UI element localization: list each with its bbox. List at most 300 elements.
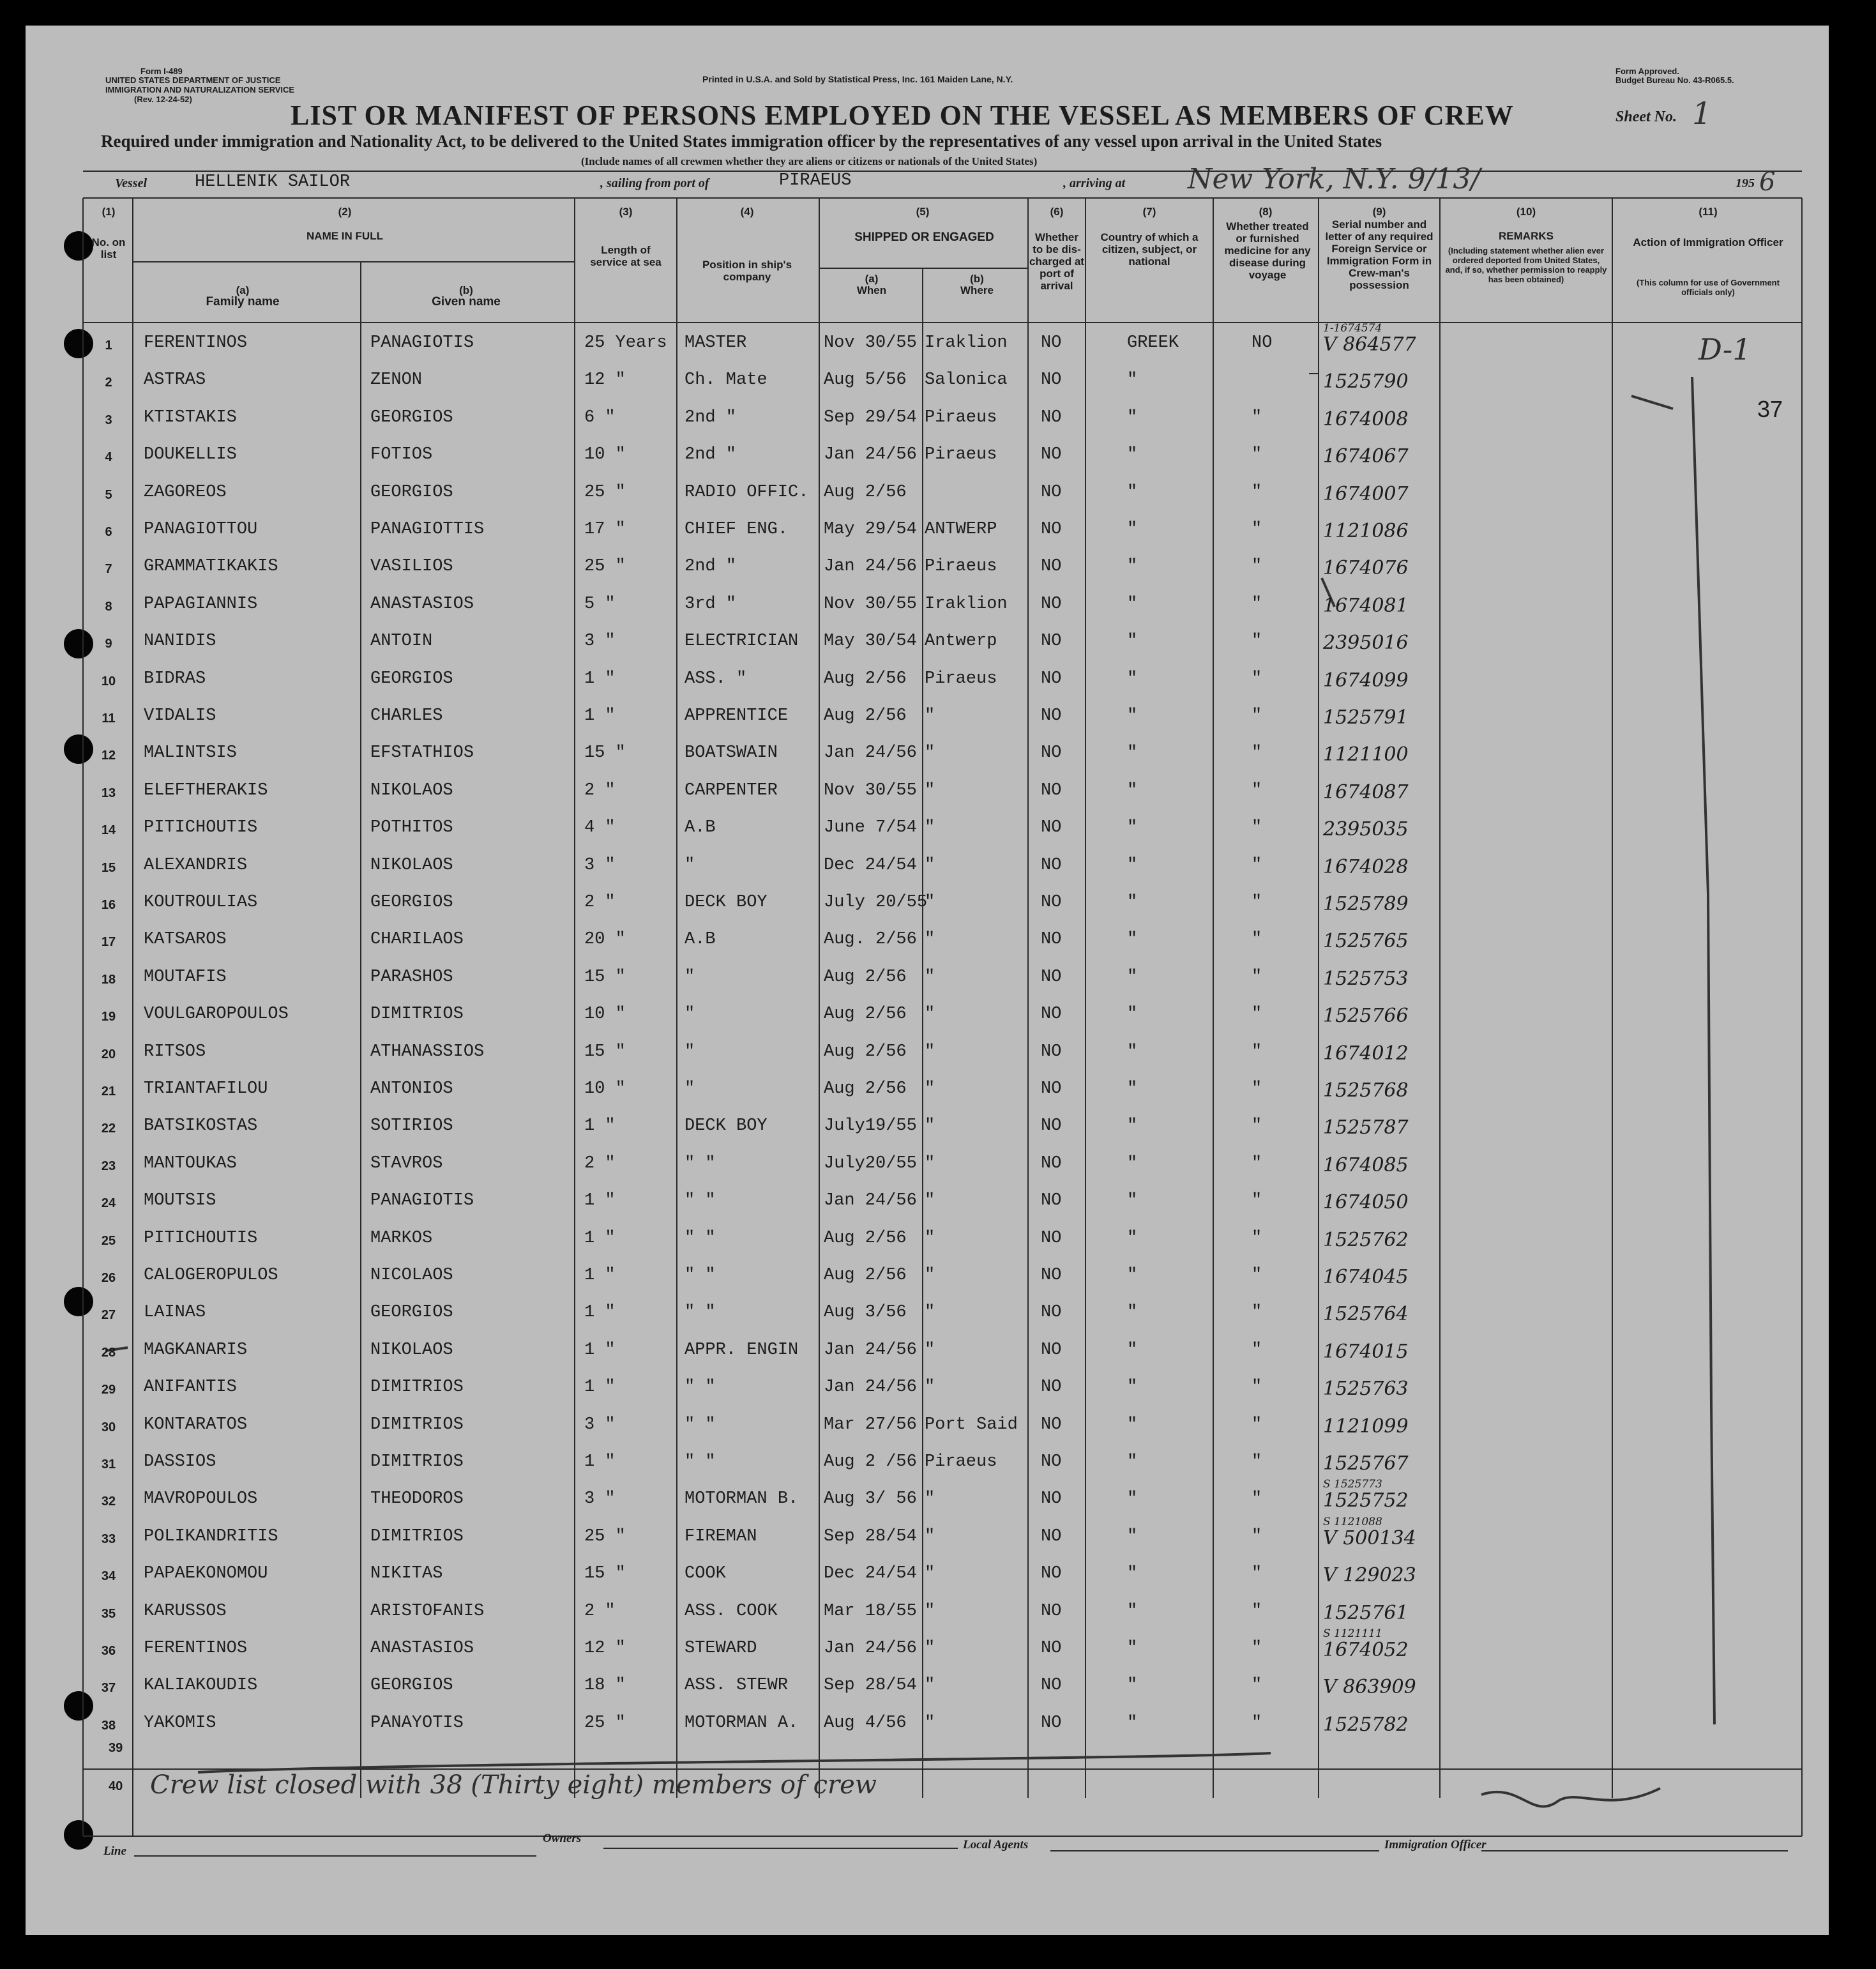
country: " bbox=[1127, 855, 1138, 875]
serial-number: 1525791 bbox=[1323, 706, 1409, 729]
crew-no: 8 bbox=[105, 599, 112, 614]
position: A.B bbox=[685, 818, 716, 838]
crew-no: 3 bbox=[105, 413, 112, 427]
family-name: KONTARATOS bbox=[144, 1415, 248, 1434]
serial-number: 1121100 bbox=[1323, 743, 1409, 766]
service-length: 1 " bbox=[584, 706, 616, 726]
medicine: " bbox=[1252, 520, 1262, 539]
position: ASS. " bbox=[685, 669, 747, 688]
position: " " bbox=[685, 1303, 716, 1323]
discharge: NO bbox=[1041, 1452, 1062, 1471]
discharge: NO bbox=[1041, 632, 1062, 651]
country: " bbox=[1127, 893, 1138, 912]
family-name: TRIANTAFILOU bbox=[144, 1079, 268, 1099]
shipped-when: Sep 28/54 bbox=[824, 1676, 917, 1696]
country: " bbox=[1127, 1340, 1138, 1360]
page-title: LIST OR MANIFEST OF PERSONS EMPLOYED ON THE VESSEL AS MEMBERS OF CREW bbox=[291, 100, 1514, 131]
shipped-when: Jan 24/56 bbox=[824, 557, 917, 577]
col7-num: (7) bbox=[1142, 206, 1156, 218]
medicine: " bbox=[1252, 407, 1262, 427]
medicine: " bbox=[1252, 1713, 1262, 1733]
medicine: " bbox=[1252, 1005, 1262, 1024]
action-stamp: D-1 bbox=[1698, 332, 1751, 367]
discharge: NO bbox=[1041, 893, 1062, 912]
shipped-where: " bbox=[925, 1042, 935, 1061]
country: " bbox=[1127, 967, 1138, 987]
service-length: 15 " bbox=[584, 743, 626, 763]
shipped-when: Sep 29/54 bbox=[824, 407, 917, 427]
medicine: " bbox=[1252, 967, 1262, 987]
medicine: " bbox=[1252, 1601, 1262, 1621]
crew-no: 20 bbox=[101, 1047, 116, 1061]
serial-number: 1674028 bbox=[1323, 855, 1409, 878]
position: ELECTRICIAN bbox=[685, 632, 799, 651]
shipped-when: Nov 30/55 bbox=[824, 333, 917, 353]
col8-num: (8) bbox=[1259, 206, 1273, 218]
col2a-num: (a) bbox=[236, 284, 250, 296]
shipped-when: Aug 3/ 56 bbox=[824, 1489, 917, 1509]
family-name: KATSAROS bbox=[144, 930, 227, 950]
position: FIREMAN bbox=[685, 1526, 757, 1546]
include-note: (Include names of all crewmen whether they are aliens or citizens or nationals of the United States) bbox=[581, 155, 1038, 167]
crew-no: 10 bbox=[101, 674, 116, 688]
family-name: CALOGEROPULOS bbox=[144, 1266, 278, 1285]
serial-number: 1674007 bbox=[1323, 482, 1409, 505]
crew-no: 30 bbox=[101, 1420, 116, 1434]
family-name: MOUTSIS bbox=[144, 1191, 216, 1211]
discharge: NO bbox=[1041, 1526, 1062, 1546]
given-name: ARISTOFANIS bbox=[370, 1601, 485, 1621]
col5-num: (5) bbox=[916, 206, 930, 218]
crew-no: 1 bbox=[105, 338, 112, 353]
country: " bbox=[1127, 1191, 1138, 1211]
shipped-when: Mar 18/55 bbox=[824, 1601, 917, 1621]
serial-number: 1525762 bbox=[1323, 1228, 1409, 1251]
position: " " bbox=[685, 1191, 716, 1211]
country: " bbox=[1127, 669, 1138, 688]
family-name: PITICHOUTIS bbox=[144, 1228, 258, 1248]
col1-num: (1) bbox=[102, 206, 116, 218]
col9-header: Serial number and letter of any required Foreign Service or Immigration Form in Crew-man's possession bbox=[1325, 218, 1433, 291]
discharge: NO bbox=[1041, 1489, 1062, 1509]
family-name: LAINAS bbox=[144, 1303, 206, 1323]
department: UNITED STATES DEPARTMENT OF JUSTICE bbox=[105, 75, 281, 85]
medicine: " bbox=[1252, 557, 1262, 577]
service-length: 15 " bbox=[584, 1042, 626, 1061]
col6-header: Whether to be dis-charged at port of arrival bbox=[1029, 231, 1084, 292]
crew-no: 2 bbox=[105, 376, 112, 390]
given-name: DIMITRIOS bbox=[370, 1415, 464, 1434]
shipped-when: Mar 27/56 bbox=[824, 1415, 917, 1434]
medicine: " bbox=[1252, 1340, 1262, 1360]
shipped-where: Piraeus bbox=[925, 1452, 997, 1471]
serial-number: 1525790 bbox=[1323, 370, 1409, 393]
crew-no: 32 bbox=[101, 1494, 116, 1509]
shipped-when: Aug. 2/56 bbox=[824, 930, 917, 950]
service-length: 3 " bbox=[584, 632, 616, 651]
serial-number: 1525789 bbox=[1323, 893, 1409, 915]
shipped-where: " bbox=[925, 1564, 935, 1584]
service-length: 1 " bbox=[584, 1116, 616, 1136]
footer-owners-label: Owners bbox=[543, 1832, 582, 1845]
serial-number: 1674015 bbox=[1323, 1340, 1409, 1363]
given-name: CHARILAOS bbox=[370, 930, 464, 950]
service-length: 1 " bbox=[584, 669, 616, 688]
family-name: KTISTAKIS bbox=[144, 407, 237, 427]
shipped-where: Piraeus bbox=[925, 669, 997, 688]
country: " bbox=[1127, 1415, 1138, 1434]
shipped-where: " bbox=[925, 855, 935, 875]
serial-number: 1674045 bbox=[1323, 1266, 1409, 1288]
service-length: 5 " bbox=[584, 594, 616, 614]
medicine: " bbox=[1252, 1564, 1262, 1584]
vessel-label: Vessel bbox=[115, 176, 147, 190]
position: MOTORMAN B. bbox=[685, 1489, 799, 1509]
medicine: " bbox=[1252, 780, 1262, 800]
shipped-where: " bbox=[925, 1303, 935, 1323]
shipped-when: July20/55 bbox=[824, 1153, 917, 1173]
shipped-where: ANTWERP bbox=[925, 520, 997, 539]
medicine: " bbox=[1252, 1042, 1262, 1061]
serial-extra: 1-1674574 bbox=[1323, 322, 1382, 335]
given-name: NIKOLAOS bbox=[370, 780, 453, 800]
position: " " bbox=[685, 1452, 716, 1471]
country: " bbox=[1127, 482, 1138, 502]
country: " bbox=[1127, 1639, 1138, 1658]
shipped-where: " bbox=[925, 1639, 935, 1658]
shipped-where: " bbox=[925, 1676, 935, 1696]
shipped-when: Jan 24/56 bbox=[824, 1191, 917, 1211]
row-number-40: 40 bbox=[109, 1779, 123, 1793]
crew-no: 11 bbox=[102, 711, 116, 726]
medicine: " bbox=[1252, 1378, 1262, 1397]
col11-num: (11) bbox=[1698, 206, 1718, 218]
closing-note: Crew list closed with 38 (Thirty eight) members of crew bbox=[150, 1770, 877, 1800]
position: " bbox=[685, 1042, 695, 1061]
service-length: 3 " bbox=[584, 855, 616, 875]
discharge: NO bbox=[1041, 557, 1062, 577]
family-name: ANIFANTIS bbox=[144, 1378, 237, 1397]
discharge: NO bbox=[1041, 1116, 1062, 1136]
serial-number: 1525782 bbox=[1323, 1713, 1409, 1736]
family-name: GRAMMATIKAKIS bbox=[144, 557, 278, 577]
country: " bbox=[1127, 1676, 1138, 1696]
year-suffix: 6 bbox=[1759, 167, 1776, 197]
crew-no: 29 bbox=[101, 1383, 116, 1397]
sailing-port: PIRAEUS bbox=[779, 171, 852, 190]
shipped-when: Aug 2/56 bbox=[824, 1266, 907, 1285]
service-length: 1 " bbox=[584, 1266, 616, 1285]
form-approved: Form Approved. bbox=[1615, 66, 1679, 76]
discharge: NO bbox=[1041, 1228, 1062, 1248]
serial-extra: S 1121088 bbox=[1323, 1515, 1382, 1528]
country: " bbox=[1127, 1489, 1138, 1509]
country: " bbox=[1127, 557, 1138, 577]
crew-no: 23 bbox=[101, 1159, 116, 1173]
medicine: " bbox=[1252, 1266, 1262, 1285]
family-name: DASSIOS bbox=[144, 1452, 216, 1471]
shipped-where: " bbox=[925, 706, 935, 726]
footer-agents-label: Local Agents bbox=[963, 1838, 1029, 1851]
col2-num: (2) bbox=[338, 206, 352, 218]
given-name: PANAYOTIS bbox=[370, 1713, 464, 1733]
service-length: 3 " bbox=[584, 1489, 616, 1509]
discharge: NO bbox=[1041, 1303, 1062, 1323]
budget-bureau: Budget Bureau No. 43-R065.5. bbox=[1615, 75, 1734, 85]
family-name: NANIDIS bbox=[144, 632, 216, 651]
col5b-num: (b) bbox=[970, 273, 984, 285]
given-name: ANASTASIOS bbox=[370, 594, 474, 614]
shipped-when: Sep 28/54 bbox=[824, 1526, 917, 1546]
family-name: KARUSSOS bbox=[144, 1601, 227, 1621]
discharge: NO bbox=[1041, 743, 1062, 763]
serial-extra: S 1525773 bbox=[1323, 1478, 1382, 1491]
serial-number: 1525763 bbox=[1323, 1378, 1409, 1401]
discharge: NO bbox=[1041, 445, 1062, 465]
service-length: 25 " bbox=[584, 557, 626, 577]
given-name: MARKOS bbox=[370, 1228, 433, 1248]
medicine: " bbox=[1252, 743, 1262, 763]
shipped-when: Aug 2/56 bbox=[824, 482, 907, 502]
crew-no: 25 bbox=[101, 1233, 116, 1248]
position: " " bbox=[685, 1415, 716, 1434]
family-name: ELEFTHERAKIS bbox=[144, 780, 268, 800]
given-name: NIKOLAOS bbox=[370, 1340, 453, 1360]
service-length: 1 " bbox=[584, 1228, 616, 1248]
family-name: PITICHOUTIS bbox=[144, 818, 258, 838]
medicine: " bbox=[1252, 1639, 1262, 1658]
shipped-when: Nov 30/55 bbox=[824, 780, 917, 800]
crew-no: 33 bbox=[101, 1532, 116, 1546]
shipped-where: " bbox=[925, 818, 935, 838]
family-name: DOUKELLIS bbox=[144, 445, 237, 465]
medicine: " bbox=[1252, 1452, 1262, 1471]
crew-no: 36 bbox=[101, 1644, 116, 1658]
discharge: NO bbox=[1041, 1079, 1062, 1099]
family-name: KALIAKOUDIS bbox=[144, 1676, 258, 1696]
crew-no: 28 bbox=[101, 1345, 116, 1360]
crew-no: 5 bbox=[105, 487, 112, 502]
country: " bbox=[1127, 1042, 1138, 1061]
service-length: 2 " bbox=[584, 1153, 616, 1173]
position: " " bbox=[685, 1153, 716, 1173]
serial-number: 1674008 bbox=[1323, 407, 1409, 430]
serial-number: 1525753 bbox=[1323, 967, 1409, 990]
shipped-when: Aug 2/56 bbox=[824, 1079, 907, 1099]
service-length: 2 " bbox=[584, 780, 616, 800]
given-name: PANAGIOTIS bbox=[370, 1191, 474, 1211]
country: " bbox=[1127, 743, 1138, 763]
shipped-when: Jan 24/56 bbox=[824, 1378, 917, 1397]
col1-header: No. on list bbox=[91, 236, 126, 261]
shipped-when: Jan 24/56 bbox=[824, 1340, 917, 1360]
given-name: POTHITOS bbox=[370, 818, 453, 838]
shipped-where: " bbox=[925, 893, 935, 912]
discharge: NO bbox=[1041, 706, 1062, 726]
col11-header: Action of Immigration Officer bbox=[1633, 236, 1783, 248]
shipped-where: " bbox=[925, 1378, 935, 1397]
shipped-when: July19/55 bbox=[824, 1116, 917, 1136]
service-length: 12 " bbox=[584, 370, 626, 390]
discharge: NO bbox=[1041, 967, 1062, 987]
position: RADIO OFFIC. bbox=[685, 482, 809, 502]
position: APPR. ENGIN bbox=[685, 1340, 799, 1360]
shipped-when: Dec 24/54 bbox=[824, 855, 917, 875]
country: " bbox=[1127, 1526, 1138, 1546]
service-length: 10 " bbox=[584, 445, 626, 465]
given-name: NIKITAS bbox=[370, 1564, 443, 1584]
position: " " bbox=[685, 1228, 716, 1248]
shipped-when: Dec 24/54 bbox=[824, 1564, 917, 1584]
col5a-header: When bbox=[856, 284, 887, 296]
family-name: VIDALIS bbox=[144, 706, 216, 726]
country: " bbox=[1127, 1564, 1138, 1584]
crew-no: 12 bbox=[101, 749, 116, 763]
shipped-when: May 30/54 bbox=[824, 632, 917, 651]
medicine: " bbox=[1252, 1079, 1262, 1099]
printer-line: Printed in U.S.A. and Sold by Statistical Press, Inc. 161 Maiden Lane, N.Y. bbox=[702, 74, 1013, 84]
country: " bbox=[1127, 1452, 1138, 1471]
shipped-when: Aug 5/56 bbox=[824, 370, 907, 390]
given-name: ANTONIOS bbox=[370, 1079, 453, 1099]
country: " bbox=[1127, 370, 1138, 390]
serial-number: V 129023 bbox=[1323, 1564, 1416, 1587]
arriving-port: New York, N.Y. 9/13/ bbox=[1188, 163, 1481, 195]
medicine: " bbox=[1252, 632, 1262, 651]
service-length: 15 " bbox=[584, 967, 626, 987]
position: " bbox=[685, 967, 695, 987]
service-length: 25 " bbox=[584, 1713, 626, 1733]
shipped-where: Antwerp bbox=[925, 632, 997, 651]
family-name: FERENTINOS bbox=[144, 1639, 248, 1658]
service-length: 1 " bbox=[584, 1340, 616, 1360]
discharge: NO bbox=[1041, 1005, 1062, 1024]
family-name: MOUTAFIS bbox=[144, 967, 227, 987]
family-name: MALINTSIS bbox=[144, 743, 237, 763]
crew-no: 15 bbox=[101, 860, 116, 875]
given-name: SOTIRIOS bbox=[370, 1116, 453, 1136]
serial-number: 1525752 bbox=[1323, 1489, 1409, 1512]
family-name: BIDRAS bbox=[144, 669, 206, 688]
crew-no: 16 bbox=[101, 898, 116, 912]
given-name: THEODOROS bbox=[370, 1489, 464, 1509]
position: " bbox=[685, 1005, 695, 1024]
col4-header: Position in ship's company bbox=[702, 259, 792, 283]
family-name: MAGKANARIS bbox=[144, 1340, 248, 1360]
serial-number: 1525767 bbox=[1323, 1452, 1409, 1475]
service-length: 3 " bbox=[584, 1415, 616, 1434]
shipped-where: " bbox=[925, 1153, 935, 1173]
given-name: DIMITRIOS bbox=[370, 1005, 464, 1024]
serial-number: 1121099 bbox=[1323, 1415, 1409, 1438]
shipped-when: Jan 24/56 bbox=[824, 1639, 917, 1658]
medicine: " bbox=[1252, 1676, 1262, 1696]
serial-number: 2395035 bbox=[1323, 818, 1409, 841]
country: " bbox=[1127, 407, 1138, 427]
serial-number: 1525765 bbox=[1323, 930, 1409, 953]
family-name: PAPAEKONOMOU bbox=[144, 1564, 268, 1584]
discharge: NO bbox=[1041, 1042, 1062, 1061]
given-name: GEORGIOS bbox=[370, 1303, 453, 1323]
shipped-when: Aug 2/56 bbox=[824, 1228, 907, 1248]
crew-no: 19 bbox=[101, 1010, 116, 1024]
crew-no: 18 bbox=[101, 972, 116, 987]
given-name: PANAGIOTIS bbox=[370, 333, 474, 353]
medicine: " bbox=[1252, 1228, 1262, 1248]
serial-number: 1525768 bbox=[1323, 1079, 1409, 1102]
serial-number: 1674099 bbox=[1323, 669, 1409, 692]
shipped-where: " bbox=[925, 1489, 935, 1509]
shipped-when: Aug 2/56 bbox=[824, 669, 907, 688]
crew-no: 26 bbox=[101, 1271, 116, 1285]
position: STEWARD bbox=[685, 1639, 757, 1658]
given-name: ANTOIN bbox=[370, 632, 433, 651]
col5b-header: Where bbox=[960, 284, 994, 296]
discharge: NO bbox=[1041, 855, 1062, 875]
position: APPRENTICE bbox=[685, 706, 789, 726]
position: Ch. Mate bbox=[685, 370, 768, 390]
crew-no: 24 bbox=[101, 1196, 116, 1211]
service-length: 25 Years bbox=[584, 333, 667, 353]
service: IMMIGRATION AND NATURALIZATION SERVICE bbox=[105, 85, 295, 95]
position: 2nd " bbox=[685, 407, 737, 427]
serial-number: 1674085 bbox=[1323, 1153, 1409, 1176]
position: A.B bbox=[685, 930, 716, 950]
shipped-when: Nov 30/55 bbox=[824, 594, 917, 614]
shipped-when: Aug 2/56 bbox=[824, 1005, 907, 1024]
shipped-when: Jan 24/56 bbox=[824, 445, 917, 465]
service-length: 12 " bbox=[584, 1639, 626, 1658]
medicine: " bbox=[1252, 855, 1262, 875]
discharge: NO bbox=[1041, 482, 1062, 502]
given-name: GEORGIOS bbox=[370, 893, 453, 912]
discharge: NO bbox=[1041, 669, 1062, 688]
given-name: PARASHOS bbox=[370, 967, 453, 987]
crew-no: 6 bbox=[105, 525, 112, 539]
col5a-num: (a) bbox=[865, 273, 879, 285]
shipped-where: Piraeus bbox=[925, 445, 997, 465]
shipped-when: July 20/55 bbox=[824, 893, 928, 912]
col6-num: (6) bbox=[1050, 206, 1064, 218]
country: " bbox=[1127, 1153, 1138, 1173]
crew-no: 14 bbox=[101, 823, 116, 838]
country: " bbox=[1127, 818, 1138, 838]
col10-num: (10) bbox=[1516, 206, 1536, 218]
discharge: NO bbox=[1041, 818, 1062, 838]
family-name: ALEXANDRIS bbox=[144, 855, 248, 875]
sheet-label: Sheet No. bbox=[1615, 109, 1677, 125]
shipped-where: " bbox=[925, 1266, 935, 1285]
shipped-where: Iraklion bbox=[925, 594, 1008, 614]
sheet-number: 1 bbox=[1692, 96, 1712, 132]
given-name: VASILIOS bbox=[370, 557, 453, 577]
shipped-when: Aug 2 /56 bbox=[824, 1452, 917, 1471]
family-name: KOUTROULIAS bbox=[144, 893, 258, 912]
medicine: " bbox=[1252, 1526, 1262, 1546]
discharge: NO bbox=[1041, 333, 1062, 353]
position: BOATSWAIN bbox=[685, 743, 778, 763]
col10-header: REMARKS bbox=[1499, 230, 1554, 242]
family-name: MAVROPOULOS bbox=[144, 1489, 258, 1509]
revision: (Rev. 12-24-52) bbox=[134, 95, 192, 104]
shipped-where: " bbox=[925, 1340, 935, 1360]
position: COOK bbox=[685, 1564, 726, 1584]
family-name: VOULGAROPOULOS bbox=[144, 1005, 289, 1024]
position: 2nd " bbox=[685, 445, 737, 465]
service-length: 10 " bbox=[584, 1005, 626, 1024]
col3-num: (3) bbox=[619, 206, 633, 218]
medicine: " bbox=[1252, 1489, 1262, 1509]
